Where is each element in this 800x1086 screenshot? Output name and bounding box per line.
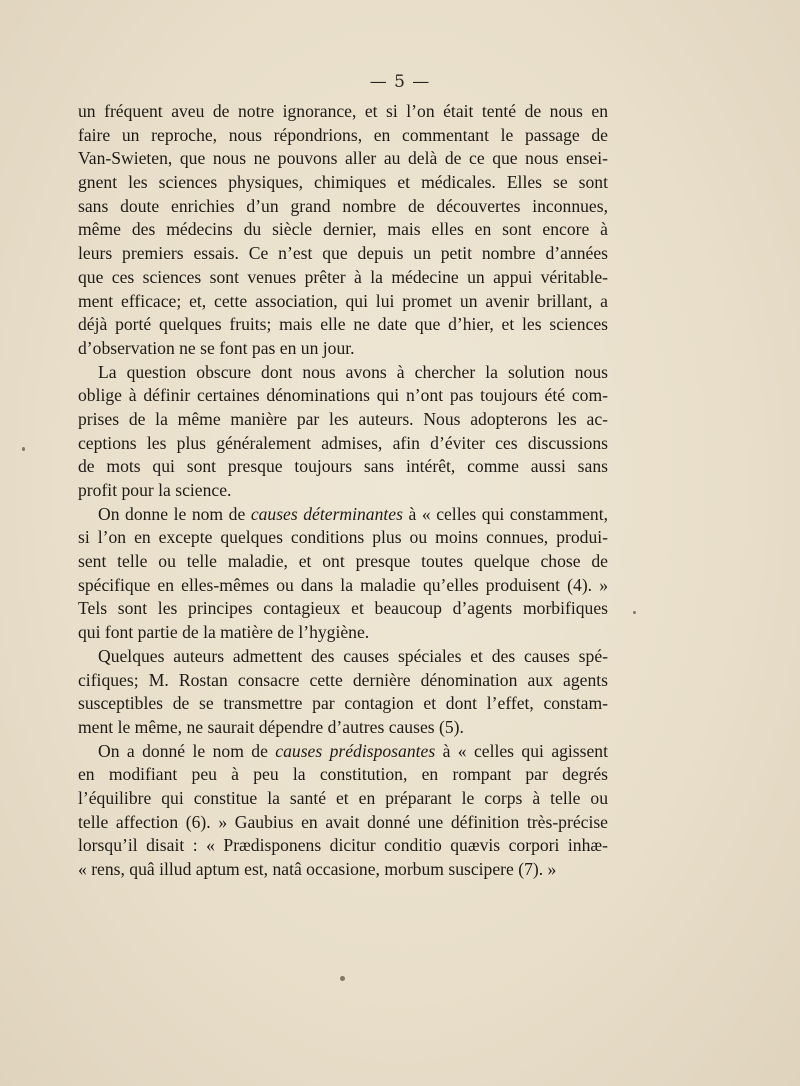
text-line: gnent les sciences physiques, chimiques et médicales. Elles se sont xyxy=(78,172,608,193)
page-number: — 5 — xyxy=(369,72,431,92)
text-line: déjà porté quelques fruits; mais elle ne date que d’hier, et les sciences xyxy=(78,314,608,335)
paragraph xyxy=(78,645,608,740)
paper-speck xyxy=(22,447,25,451)
text-line: sent telle ou telle maladie, et ont presque toutes quelque chose de xyxy=(78,551,608,572)
text-line: l’équilibre qui constitue la santé et en préparant le corps à telle ou xyxy=(78,787,608,808)
paragraph xyxy=(78,100,608,361)
text-line: qui font partie de la matière de l’hygiène. xyxy=(78,622,370,643)
paper-speck xyxy=(633,611,636,614)
text-line: Tels sont les principes contagieux et beaucoup d’agents morbifiques xyxy=(78,598,608,619)
text-line: profit pour la science. xyxy=(78,480,232,500)
text-line: Quelques auteurs admettent des causes spéciales et des causes spé- xyxy=(98,645,608,666)
text-line: ment efficace; et, cette association, qui lui promet un avenir brillant, a xyxy=(78,290,608,311)
text-line: On a donné le nom de causes prédisposantes à « celles qui agissent xyxy=(98,740,608,761)
paragraph xyxy=(78,361,608,503)
text-line: si l’on en excepte quelques conditions plus ou moins connues, produi- xyxy=(78,527,608,548)
paragraph xyxy=(78,503,608,645)
text-line: spécifique en elles-mêmes ou dans la maladie qu’elles produisent (4). » xyxy=(78,574,608,595)
body-text xyxy=(78,100,608,882)
text-line: leurs premiers essais. Ce n’est que depuis un petit nombre d’années xyxy=(78,243,608,264)
text-line: d’observation ne se font pas en un jour. xyxy=(78,337,355,358)
text-line: prises de la même manière par les auteurs. Nous adopterons les ac- xyxy=(78,408,608,429)
text-line: sans doute enrichies d’un grand nombre de découvertes inconnues, xyxy=(78,195,608,216)
text-line: un fréquent aveu de notre ignorance, et si l’on était tenté de nous en xyxy=(78,101,608,121)
text-line: « rens, quâ illud aptum est, natâ occasione, morbum suscipere (7). » xyxy=(78,859,557,879)
text-line: lorsqu’il disait : « Prædisponens dicitur conditio quævis corpori inhæ- xyxy=(78,835,608,856)
text-line: telle affection (6). » Gaubius en avait donné une définition très-précise xyxy=(78,811,608,832)
italic-term: causes déterminantes xyxy=(250,503,403,524)
paragraph xyxy=(78,740,608,882)
text-line: faire un reproche, nous répondrions, en commentant le passage de xyxy=(78,124,608,145)
text-line: de mots qui sont presque toujours sans intérêt, comme aussi sans xyxy=(78,456,608,477)
text-line: en modifiant peu à peu la constitution, en rompant par degrés xyxy=(78,764,608,785)
text-line: La question obscure dont nous avons à chercher la solution nous xyxy=(98,361,608,382)
paper-speck xyxy=(340,976,345,981)
text-line: On donne le nom de causes déterminantes à « celles qui constamment, xyxy=(98,503,609,524)
text-line: ment le même, ne saurait dépendre d’autres causes (5). xyxy=(78,716,464,737)
text-line: cifiques; M. Rostan consacre cette dernière dénomination aux agents xyxy=(78,669,608,690)
text-line: susceptibles de se transmettre par contagion et dont l’effet, constam- xyxy=(78,693,608,714)
text-line: Van-Swieten, que nous ne pouvons aller au delà de ce que nous ensei- xyxy=(78,148,608,169)
text-line: ceptions les plus généralement admises, afin d’éviter ces discussions xyxy=(78,432,608,453)
text-line: oblige à définir certaines dénominations qui n’ont pas toujours été com- xyxy=(78,385,608,406)
text-line: que ces sciences sont venues prêter à la médecine un appui véritable- xyxy=(78,266,608,287)
italic-term: causes prédisposantes xyxy=(275,740,436,761)
text-line: même des médecins du siècle dernier, mais elles en sont encore à xyxy=(78,219,608,240)
